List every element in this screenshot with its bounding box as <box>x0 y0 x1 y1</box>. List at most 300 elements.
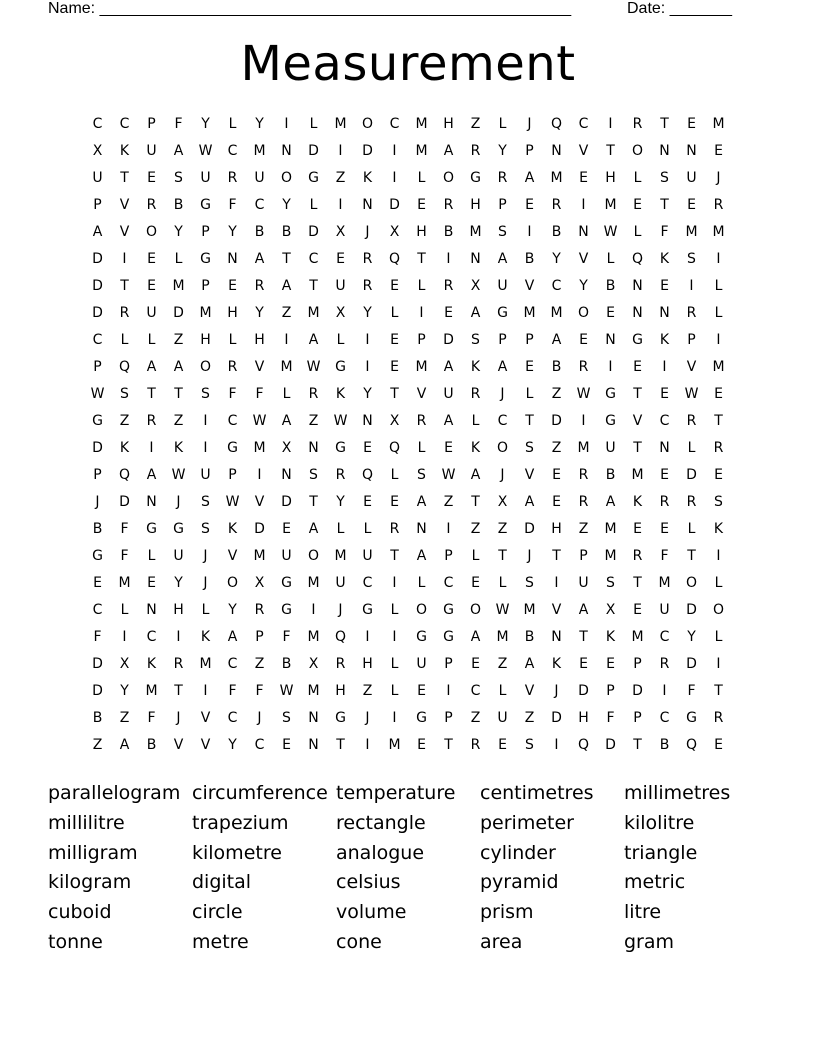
grid-cell: K <box>227 521 238 537</box>
grid-cell: E <box>579 656 588 672</box>
grid-cell: A <box>119 737 130 753</box>
grid-cell: P <box>147 116 156 132</box>
grid-cell: U <box>686 170 697 186</box>
word-list-item: gram <box>624 930 675 953</box>
grid-cell: R <box>632 548 643 564</box>
grid-cell: M <box>199 305 212 321</box>
grid-cell: L <box>174 251 183 267</box>
grid-cell: O <box>442 170 455 186</box>
grid-cell: I <box>581 197 586 213</box>
grid-cell: F <box>228 386 237 402</box>
grid-cell: M <box>334 548 347 564</box>
word-list-item: centimetres <box>480 782 594 804</box>
grid-cell: X <box>605 602 616 618</box>
word-list-item: pyramid <box>480 871 559 894</box>
grid-cell: T <box>147 386 156 402</box>
grid-cell: X <box>335 224 346 240</box>
grid-cell: N <box>146 494 157 510</box>
grid-cell: B <box>92 521 103 537</box>
word-list-item: area <box>480 930 523 953</box>
grid-cell: N <box>146 602 157 618</box>
grid-cell: T <box>309 494 318 510</box>
grid-cell: H <box>578 710 589 726</box>
grid-cell: L <box>120 602 129 618</box>
grid-cell: N <box>659 440 670 456</box>
grid-cell: L <box>390 305 399 321</box>
grid-cell: V <box>578 251 589 267</box>
grid-cell: I <box>608 359 613 375</box>
grid-cell: M <box>199 656 212 672</box>
grid-cell: D <box>92 251 103 267</box>
grid-cell: J <box>554 683 559 699</box>
word-list-item: circumference <box>192 782 328 804</box>
grid-row <box>84 735 732 762</box>
grid-cell: R <box>551 197 562 213</box>
grid-row <box>84 438 732 465</box>
grid-cell: O <box>226 575 239 591</box>
grid-cell: L <box>363 521 372 537</box>
grid-cell: I <box>392 710 397 726</box>
grid-cell: Q <box>334 629 347 645</box>
grid-cell: R <box>308 386 319 402</box>
grid-cell: Q <box>388 440 401 456</box>
grid-cell: I <box>203 413 208 429</box>
grid-cell: B <box>551 359 562 375</box>
grid-cell: V <box>200 710 211 726</box>
grid-cell: D <box>92 440 103 456</box>
grid-cell: A <box>92 224 103 240</box>
grid-row <box>84 519 732 546</box>
grid-cell: R <box>227 359 238 375</box>
grid-cell: X <box>497 494 508 510</box>
grid-cell: E <box>147 170 156 186</box>
grid-cell: Q <box>631 251 644 267</box>
grid-cell: F <box>228 683 237 699</box>
grid-cell: C <box>497 413 508 429</box>
grid-cell: I <box>419 305 424 321</box>
grid-cell: P <box>633 710 642 726</box>
grid-cell: M <box>307 575 320 591</box>
grid-cell: I <box>149 440 154 456</box>
grid-cell: T <box>120 278 129 294</box>
grid-cell: V <box>686 359 697 375</box>
grid-cell: L <box>498 683 507 699</box>
grid-cell: L <box>336 521 345 537</box>
grid-cell: D <box>92 683 103 699</box>
grid-cell: L <box>336 332 345 348</box>
grid-cell: R <box>713 197 724 213</box>
grid-cell: Y <box>228 602 237 618</box>
grid-cell: M <box>496 629 509 645</box>
grid-cell: N <box>362 413 373 429</box>
word-list-item: kilometre <box>192 841 282 864</box>
grid-cell: L <box>201 602 210 618</box>
grid-cell: E <box>606 305 615 321</box>
grid-cell: A <box>443 359 454 375</box>
grid-cell: A <box>227 629 238 645</box>
grid-cell: N <box>632 305 643 321</box>
grid-cell: B <box>605 467 616 483</box>
grid-cell: W <box>252 413 267 429</box>
word-list-item: temperature <box>336 782 456 804</box>
grid-cell: X <box>389 413 400 429</box>
grid-cell: K <box>551 656 562 672</box>
grid-cell: L <box>390 602 399 618</box>
grid-cell: V <box>119 224 130 240</box>
grid-cell: F <box>687 683 696 699</box>
grid-cell: E <box>633 197 642 213</box>
grid-cell: R <box>470 143 481 159</box>
word-list-item: tonne <box>48 930 103 953</box>
grid-cell: Z <box>254 656 265 672</box>
grid-cell: X <box>254 575 265 591</box>
grid-cell: U <box>254 170 265 186</box>
grid-cell: J <box>203 548 208 564</box>
grid-cell: D <box>551 413 562 429</box>
word-list-item: digital <box>192 871 252 894</box>
grid-cell: I <box>203 440 208 456</box>
grid-cell: G <box>281 602 292 618</box>
grid-cell: C <box>119 116 130 132</box>
grid-cell: J <box>527 116 532 132</box>
grid-cell: Y <box>228 737 237 753</box>
grid-cell: L <box>687 521 696 537</box>
grid-cell: T <box>633 386 642 402</box>
grid-cell: Y <box>255 305 264 321</box>
grid-cell: D <box>308 224 319 240</box>
grid-cell: E <box>444 305 453 321</box>
grid-cell: M <box>172 278 185 294</box>
grid-cell: A <box>146 359 157 375</box>
grid-cell: C <box>92 602 103 618</box>
grid-cell: E <box>714 143 723 159</box>
grid-cell: Q <box>118 467 131 483</box>
grid-cell: T <box>714 683 723 699</box>
grid-cell: A <box>308 521 319 537</box>
grid-cell: R <box>335 656 346 672</box>
grid-cell: J <box>95 494 100 510</box>
grid-cell: D <box>578 683 589 699</box>
grid-cell: H <box>254 332 265 348</box>
grid-cell: M <box>118 575 131 591</box>
grid-cell: T <box>471 494 480 510</box>
grid-row <box>84 276 732 303</box>
grid-cell: M <box>415 143 428 159</box>
grid-cell: F <box>147 710 156 726</box>
grid-cell: J <box>500 467 505 483</box>
date-field: Date: _______ <box>627 0 732 17</box>
grid-cell: S <box>471 332 480 348</box>
grid-cell: Y <box>363 386 372 402</box>
grid-cell: R <box>362 278 373 294</box>
grid-cell: N <box>578 224 589 240</box>
grid-cell: D <box>362 143 373 159</box>
grid-cell: C <box>254 737 265 753</box>
grid-cell: B <box>659 737 670 753</box>
grid-cell: K <box>362 170 373 186</box>
grid-row <box>84 168 732 195</box>
letter-grid <box>84 114 732 762</box>
grid-cell: Y <box>282 197 291 213</box>
grid-cell: E <box>552 467 561 483</box>
grid-cell: M <box>145 683 158 699</box>
grid-cell: B <box>443 224 454 240</box>
grid-cell: U <box>497 710 508 726</box>
grid-cell: M <box>280 359 293 375</box>
grid-cell: M <box>307 683 320 699</box>
grid-cell: T <box>390 548 399 564</box>
grid-cell: U <box>578 575 589 591</box>
grid-cell: D <box>173 305 184 321</box>
grid-cell: M <box>388 737 401 753</box>
grid-cell: W <box>333 413 348 429</box>
grid-cell: F <box>174 116 183 132</box>
grid-cell: W <box>441 467 456 483</box>
grid-cell: M <box>685 224 698 240</box>
grid-cell: C <box>659 629 670 645</box>
grid-cell: W <box>684 386 699 402</box>
grid-cell: G <box>200 197 211 213</box>
word-list <box>48 780 788 959</box>
grid-cell: S <box>174 170 183 186</box>
word-list-item: metric <box>624 871 686 894</box>
grid-cell: P <box>687 332 696 348</box>
grid-cell: O <box>469 602 482 618</box>
grid-cell: U <box>92 170 103 186</box>
grid-cell: L <box>309 197 318 213</box>
grid-cell: E <box>417 197 426 213</box>
grid-cell: L <box>147 332 156 348</box>
grid-cell: L <box>633 224 642 240</box>
grid-cell: G <box>308 170 319 186</box>
grid-cell: H <box>416 224 427 240</box>
grid-cell: Y <box>579 278 588 294</box>
grid-cell: W <box>576 386 591 402</box>
grid-cell: Y <box>552 251 561 267</box>
grid-cell: Y <box>363 305 372 321</box>
grid-cell: U <box>659 602 670 618</box>
grid-cell: A <box>605 494 616 510</box>
grid-cell: N <box>686 143 697 159</box>
grid-cell: G <box>443 602 454 618</box>
grid-cell: N <box>227 251 238 267</box>
grid-cell: B <box>524 251 535 267</box>
grid-cell: R <box>686 494 697 510</box>
grid-cell: O <box>307 548 320 564</box>
grid-cell: T <box>120 170 129 186</box>
grid-cell: K <box>470 359 481 375</box>
grid-cell: K <box>659 251 670 267</box>
grid-cell: R <box>389 521 400 537</box>
grid-cell: G <box>173 521 184 537</box>
grid-cell: I <box>203 683 208 699</box>
grid-cell: P <box>498 197 507 213</box>
grid-cell: D <box>92 278 103 294</box>
grid-cell: L <box>147 548 156 564</box>
grid-cell: O <box>415 602 428 618</box>
grid-cell: S <box>201 386 210 402</box>
grid-cell: E <box>390 359 399 375</box>
grid-cell: O <box>712 602 725 618</box>
grid-row <box>84 222 732 249</box>
grid-cell: T <box>174 386 183 402</box>
grid-cell: E <box>390 494 399 510</box>
grid-cell: C <box>443 575 454 591</box>
grid-cell: O <box>685 575 698 591</box>
grid-cell: E <box>228 278 237 294</box>
grid-cell: M <box>604 548 617 564</box>
word-list-item: celsius <box>336 871 401 894</box>
grid-row <box>84 708 732 735</box>
grid-cell: I <box>176 629 181 645</box>
grid-cell: Y <box>174 575 183 591</box>
grid-cell: E <box>714 737 723 753</box>
grid-cell: I <box>122 629 127 645</box>
grid-cell: B <box>173 197 184 213</box>
grid-cell: B <box>605 278 616 294</box>
grid-cell: I <box>446 683 451 699</box>
grid-cell: Q <box>685 737 698 753</box>
grid-cell: R <box>470 386 481 402</box>
grid-cell: I <box>257 467 262 483</box>
grid-cell: K <box>335 386 346 402</box>
word-list-item: rectangle <box>336 811 426 834</box>
grid-cell: G <box>605 413 616 429</box>
grid-cell: L <box>498 116 507 132</box>
grid-cell: P <box>606 683 615 699</box>
grid-cell: G <box>416 710 427 726</box>
grid-cell: T <box>444 737 453 753</box>
grid-cell: R <box>659 656 670 672</box>
grid-cell: J <box>500 386 505 402</box>
grid-cell: D <box>119 494 130 510</box>
grid-cell: P <box>579 548 588 564</box>
grid-cell: T <box>714 413 723 429</box>
grid-cell: M <box>253 440 266 456</box>
grid-row <box>84 600 732 627</box>
grid-cell: E <box>633 602 642 618</box>
grid-cell: D <box>281 494 292 510</box>
grid-cell: U <box>497 278 508 294</box>
grid-cell: W <box>90 386 105 402</box>
grid-cell: H <box>200 332 211 348</box>
grid-cell: A <box>470 305 481 321</box>
grid-cell: I <box>689 278 694 294</box>
grid-row <box>84 654 732 681</box>
grid-cell: R <box>470 737 481 753</box>
grid-cell: I <box>392 575 397 591</box>
grid-cell: B <box>146 737 157 753</box>
grid-cell: V <box>632 413 643 429</box>
word-list-item: prism <box>480 901 534 924</box>
worksheet-header <box>48 0 748 20</box>
grid-cell: F <box>228 197 237 213</box>
grid-cell: A <box>443 143 454 159</box>
grid-cell: M <box>307 629 320 645</box>
grid-cell: Y <box>174 224 183 240</box>
grid-cell: C <box>227 413 238 429</box>
grid-cell: I <box>122 251 127 267</box>
grid-cell: I <box>392 143 397 159</box>
grid-row <box>84 357 732 384</box>
grid-cell: D <box>686 602 697 618</box>
grid-row <box>84 330 732 357</box>
grid-cell: G <box>92 548 103 564</box>
grid-cell: K <box>146 656 157 672</box>
grid-cell: E <box>147 278 156 294</box>
grid-cell: G <box>335 710 346 726</box>
grid-cell: A <box>416 548 427 564</box>
grid-cell: I <box>365 359 370 375</box>
grid-cell: P <box>525 332 534 348</box>
grid-cell: A <box>308 332 319 348</box>
grid-cell: Y <box>228 224 237 240</box>
word-list-item: milligram <box>48 841 138 864</box>
name-field: Name: _____________________________________________________ <box>48 0 572 17</box>
grid-cell: A <box>470 629 481 645</box>
grid-cell: J <box>365 710 370 726</box>
grid-cell: U <box>335 575 346 591</box>
grid-cell: I <box>527 224 532 240</box>
grid-cell: R <box>227 170 238 186</box>
grid-cell: R <box>254 278 265 294</box>
grid-cell: S <box>201 521 210 537</box>
grid-cell: R <box>443 197 454 213</box>
grid-cell: M <box>550 305 563 321</box>
grid-cell: V <box>173 737 184 753</box>
grid-cell: C <box>146 629 157 645</box>
grid-cell: N <box>416 521 427 537</box>
grid-cell: O <box>280 170 293 186</box>
grid-cell: Y <box>201 116 210 132</box>
grid-cell: A <box>254 251 265 267</box>
grid-cell: M <box>550 170 563 186</box>
word-list-item: circle <box>192 901 243 924</box>
grid-cell: W <box>306 359 321 375</box>
grid-cell: Z <box>551 440 562 456</box>
grid-cell: T <box>174 683 183 699</box>
grid-cell: E <box>579 170 588 186</box>
grid-cell: X <box>389 224 400 240</box>
grid-cell: W <box>603 224 618 240</box>
grid-cell: L <box>714 305 723 321</box>
grid-row <box>84 249 732 276</box>
grid-cell: R <box>713 440 724 456</box>
grid-cell: Z <box>335 170 346 186</box>
grid-cell: I <box>338 197 343 213</box>
grid-cell: H <box>335 683 346 699</box>
grid-cell: O <box>577 305 590 321</box>
grid-cell: A <box>416 494 427 510</box>
grid-cell: G <box>605 386 616 402</box>
grid-cell: T <box>579 629 588 645</box>
grid-cell: G <box>92 413 103 429</box>
grid-cell: N <box>308 710 319 726</box>
grid-row <box>84 303 732 330</box>
grid-cell: Z <box>551 386 562 402</box>
grid-cell: E <box>417 683 426 699</box>
grid-cell: Z <box>470 710 481 726</box>
grid-cell: I <box>365 629 370 645</box>
grid-cell: L <box>390 683 399 699</box>
grid-cell: O <box>631 143 644 159</box>
grid-cell: T <box>309 278 318 294</box>
grid-cell: D <box>524 521 535 537</box>
grid-cell: G <box>686 710 697 726</box>
word-list-item: analogue <box>336 841 425 864</box>
grid-cell: F <box>120 548 129 564</box>
grid-cell: V <box>551 602 562 618</box>
